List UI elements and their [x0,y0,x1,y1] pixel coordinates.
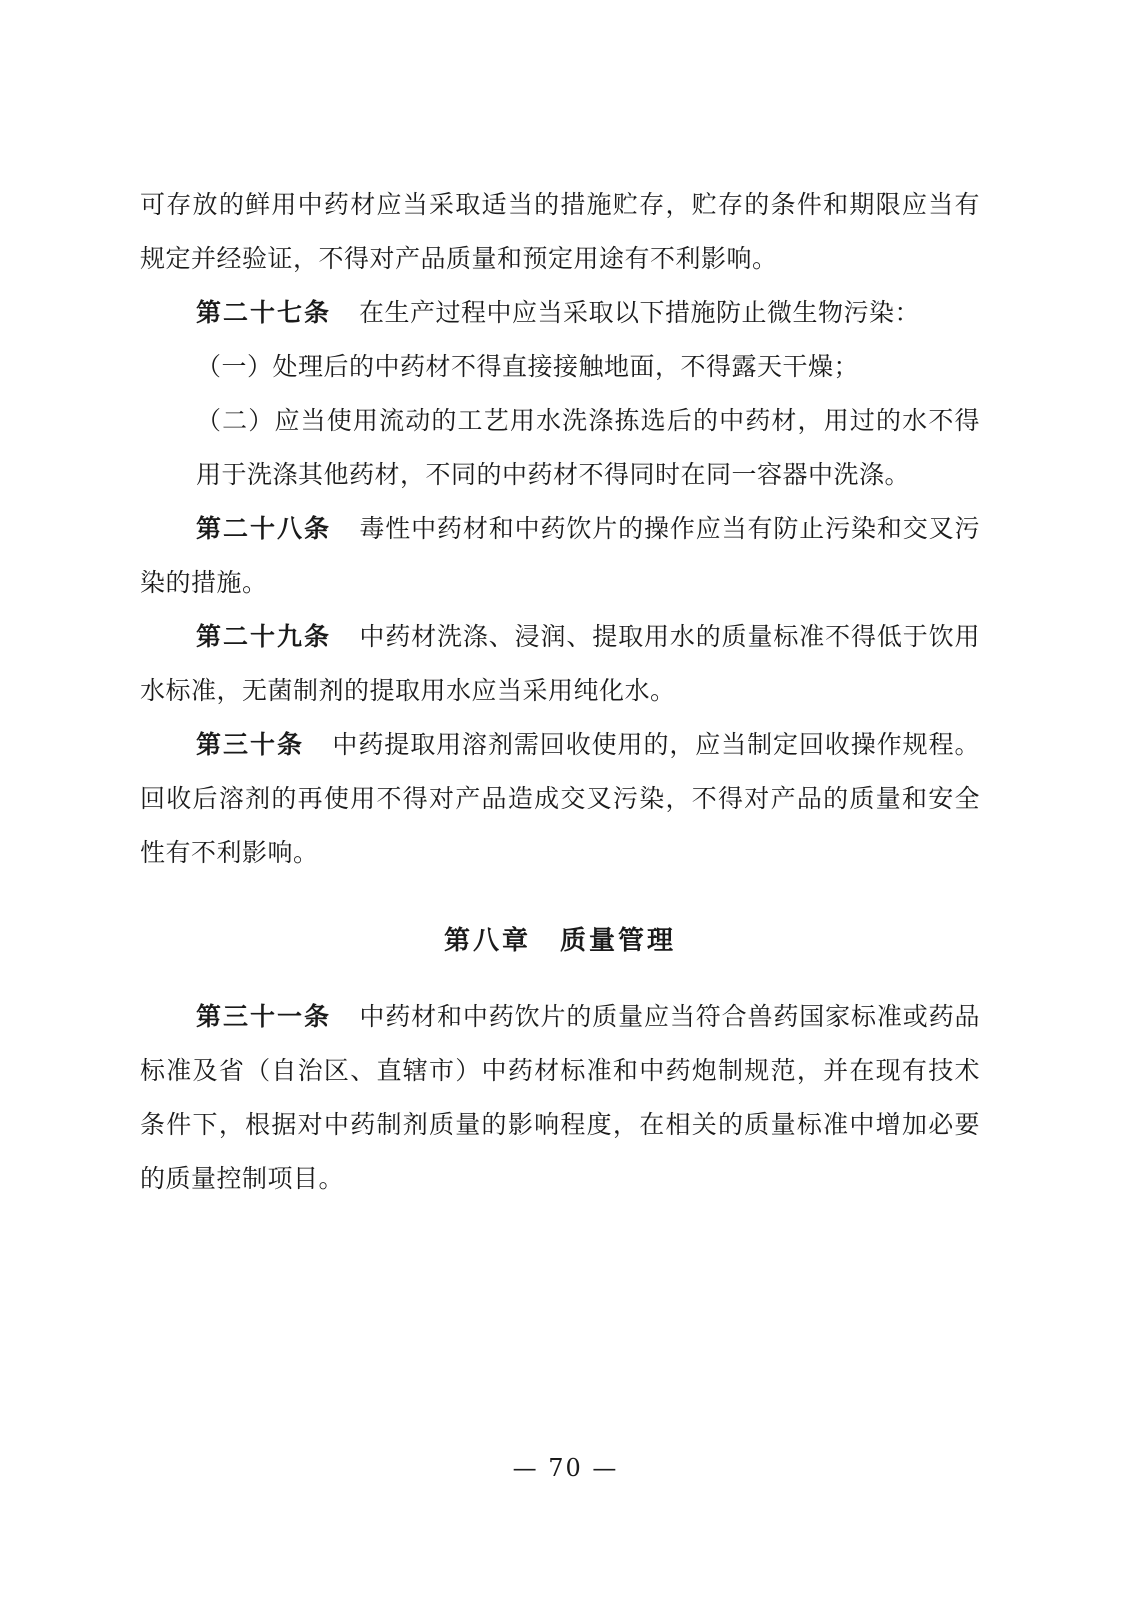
article-27-item-1-text: （一）处理后的中药材不得直接接触地面，不得露天干燥； [196,352,860,381]
article-31 [140,990,980,1206]
article-27 [140,286,980,340]
article-29-label: 第二十九条 [196,622,332,651]
page-number: — 70 — [512,1454,619,1482]
article-28 [140,502,980,610]
article-27-label: 第二十七条 [196,298,332,327]
article-31-text: 中药材和中药饮片的质量应当符合兽药国家标准或药品标准及省（自治区、直辖市）中药材标准和中药炮制规范，并在现有技术条件下，根据对中药制剂质量的影响程度，在相关的质量标准中增加必要的质量控制项目。 [140,1002,980,1193]
article-27-item-1 [140,340,980,394]
article-30-text: 中药提取用溶剂需回收使用的，应当制定回收操作规程。回收后溶剂的再使用不得对产品造成交叉污染，不得对产品的质量和安全性有不利影响。 [140,730,980,867]
article-30 [140,718,980,880]
article-29 [140,610,980,718]
article-27-item-2 [140,394,980,502]
article-31-label: 第三十一条 [196,1002,332,1031]
article-27-item-2-text: （二）应当使用流动的工艺用水洗涤拣选后的中药材，用过的水不得用于洗涤其他药材，不同的中药材不得同时在同一容器中洗涤。 [196,406,980,489]
article-28-label: 第二十八条 [196,514,332,543]
paragraph-continuation: 可存放的鲜用中药材应当采取适当的措施贮存，贮存的条件和期限应当有规定并经验证，不得对产品质量和预定用途有不利影响。 [140,190,980,273]
article-30-label: 第三十条 [196,730,305,759]
article-28-text: 毒性中药材和中药饮片的操作应当有防止污染和交叉污染的措施。 [140,514,980,597]
article-29-text: 中药材洗涤、浸润、提取用水的质量标准不得低于饮用水标准，无菌制剂的提取用水应当采用纯化水。 [140,622,980,705]
page-content [140,178,980,1206]
article-27-text: 在生产过程中应当采取以下措施防止微生物污染： [359,298,921,327]
chapter-heading: 第八章 质量管理 [443,926,676,956]
